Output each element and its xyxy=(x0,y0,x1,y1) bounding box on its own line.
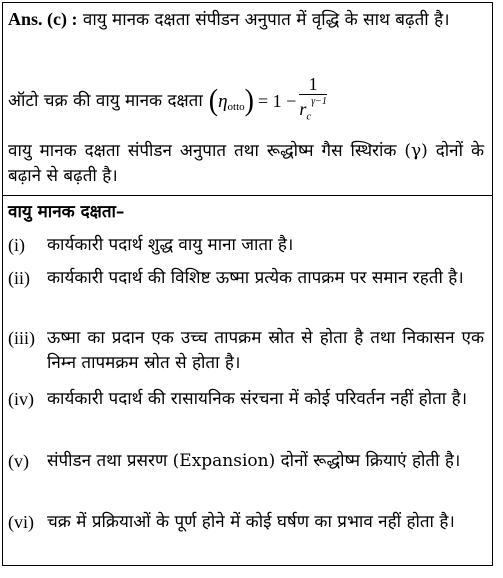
formula-line xyxy=(8,73,484,129)
answer-text: वायु मानक दक्षता संपीडन अनुपात में वृद्धि के साथ बढ़ती है। xyxy=(82,10,450,30)
divider xyxy=(3,195,492,196)
fraction-denominator: $r_c^{\gamma-1}$ xyxy=(299,96,327,123)
equals-one-minus: = 1 − xyxy=(258,90,297,111)
answer-label: Ans. (c) : xyxy=(8,9,78,29)
eta-subscript: otto xyxy=(227,100,245,113)
formula-prefix: ऑटो चक्र की वायु मानक दक्षता xyxy=(8,90,203,111)
efficiency-note: वायु मानक दक्षता संपीडन अनुपात तथा रूद्धोष्म गैस स्थिरांक (γ) दोनों के बढ़ाने से बढ़ती है। xyxy=(8,141,484,186)
assumptions-heading: वायु मानक दक्षता– xyxy=(8,202,125,222)
fraction-numerator: 1 xyxy=(308,74,318,95)
answer-statement xyxy=(8,7,484,33)
answer-box: Ans. (c) : वायु मानक दक्षता संपीडन अनुपात में वृद्धि के साथ बढ़ती है। ऑटो चक्र की वायु मानक दक्षता ( η otto ) = 1 − $\frac{1}{r_c^{\gamma-1}}$ वायु मानक दक्षता संपीडन अनुपात तथा रूद्धोष्म गैस स्थिरांक (γ) दोनों के बढ़ाने से बढ़ती है। वायु मानक दक्षता– (i) कार्यकारी पदार्थ शुद्ध वायु माना जाता है। (ii) कार्यकारी पदार्थ की विशिष्ट ऊष्मा प्रत्येक तापक्रम पर समान रहती है। (iii) ऊष्मा का प्रदान एक उच्च तापक्रम स्रोत से होता है तथा निकासन एक निम्न तापमक्रम स्रोत से होता है। (iv) कार्यकारी पदार्थ की रासायनिक संरचना में कोई परिवर्तन नहीं होता है। (v) संपीडन तथा प्रसरण (Expansion) दोनों रूद्धोष्म क्रियाएं होती है। (vi) चक्र में प्रक्रियाओं के पूर्ण होने में कोई घर्षण का प्रभाव नहीं होता है। xyxy=(2,2,493,566)
fraction xyxy=(299,74,327,128)
eta-symbol: η xyxy=(218,90,228,112)
otto-efficiency-formula: ( η otto ) = 1 − $\frac{1}{r_c^{\gamma-1}}$ xyxy=(209,74,327,128)
